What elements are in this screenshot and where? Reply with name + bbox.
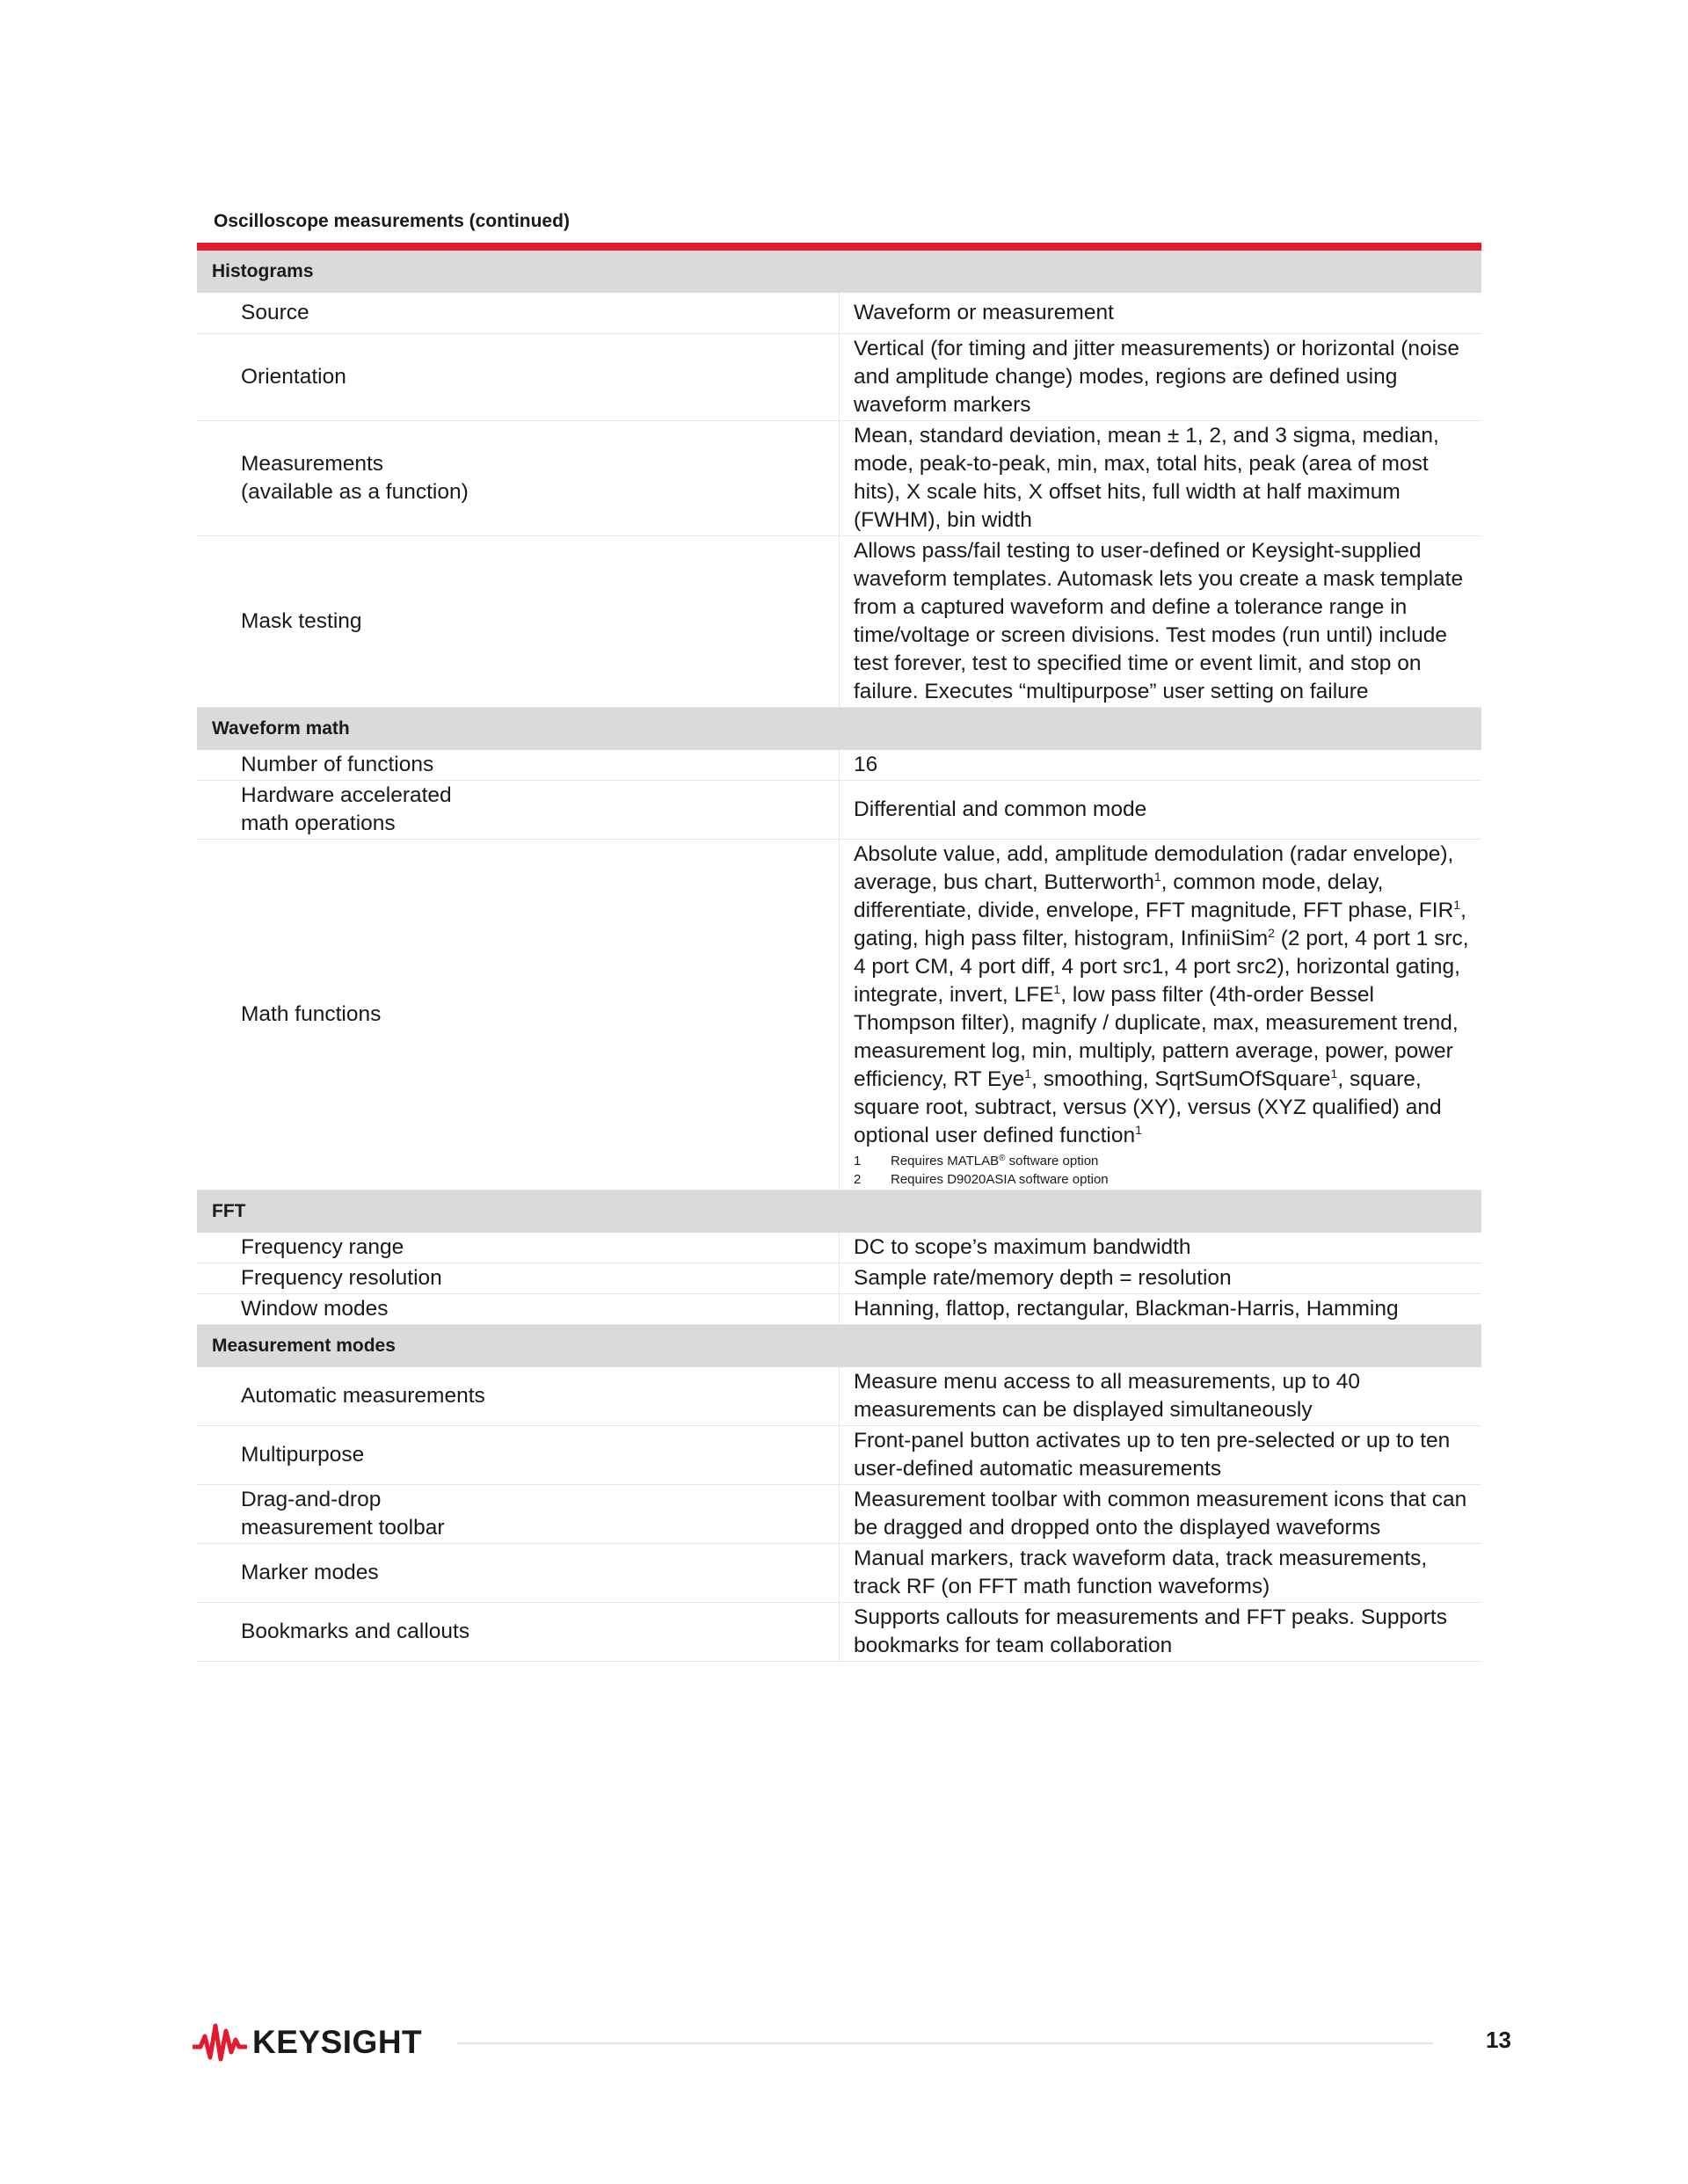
row-value: Manual markers, track waveform data, track measurements, track RF (on FFT math function waveforms) [840,1543,1482,1602]
page-number: 13 [1486,2027,1511,2053]
math-text-part: (2 port, 4 port 1 src, 4 port CM, 4 port diff, 4 port src1, 4 port src2), horizontal gating, integrate, invert, LFE [854,926,1469,1007]
footnote-marker: 1 [1135,1122,1142,1137]
section-header-measurement-modes [197,1324,1481,1367]
table-row [197,1263,1481,1293]
footer-divider [457,2042,1433,2044]
row-label: Measurements (available as a function) [197,420,840,535]
footnote-marker: 2 [1268,925,1275,940]
row-value: Vertical (for timing and jitter measurements) or horizontal (noise and amplitude change) modes, regions are defined using waveform markers [840,333,1482,420]
row-value: Measurement toolbar with common measurement icons that can be dragged and dropped onto the displayed waveforms [840,1484,1482,1543]
footnote [854,1170,1473,1189]
footnote-marker: 1 [1453,897,1461,912]
table-row [197,750,1481,781]
row-value: Differential and common mode [840,780,1482,839]
math-text-part: , square, square root, subtract, versus (XY), versus (XYZ qualified) and optional user defined function [854,1067,1442,1147]
keysight-wave-icon [193,2022,247,2063]
table-row [197,1367,1481,1426]
keysight-logo[interactable] [193,2022,422,2063]
footnote-marker: 1 [1053,981,1061,996]
section-header-fft [197,1190,1481,1233]
section-header-waveform-math [197,707,1481,750]
section-title: Measurement modes [197,1324,1481,1367]
table-row [197,1602,1481,1661]
table-row [197,293,1481,333]
row-value: Allows pass/fail testing to user-defined or Keysight-supplied waveform templates. Automask lets you create a mask template from a captured waveform and define a tolerance range in time/voltage or screen divisions. Test modes (run until) include test forever, test to specified time or event limit, and stop on failure. Executes “multipurpose” user setting on failure [840,535,1482,707]
table-row [197,780,1481,839]
row-value: Front-panel button activates up to ten pre-selected or up to ten user-defined automatic measurements [840,1425,1482,1484]
table-row [197,420,1481,535]
table-row [197,333,1481,420]
table-row [197,1425,1481,1484]
table-row [197,1543,1481,1602]
row-label: Number of functions [197,750,840,781]
spec-table-container [197,243,1481,1662]
section-header-histograms [197,251,1481,293]
section-title: Histograms [197,251,1481,293]
footnote [854,1152,1473,1170]
table-row-math-functions [197,839,1481,1190]
row-label: Math functions [197,839,840,1190]
page-heading: Oscilloscope measurements (continued) [214,211,570,231]
row-label: Drag-and-drop measurement toolbar [197,1484,840,1543]
row-value: DC to scope’s maximum bandwidth [840,1233,1482,1263]
row-value [840,839,1482,1190]
table-row [197,535,1481,707]
footnote-text: Requires MATLAB® software option [891,1153,1099,1168]
math-text-part: , low pass filter (4th-order Bessel Thompson filter), magnify / duplicate, max, measurement trend, measurement log, min, multiply, pattern average, power, power efficiency, RT Eye [854,982,1459,1091]
footnote-marker: 1 [1153,869,1161,884]
table-row [197,1484,1481,1543]
footnotes [854,1152,1473,1189]
row-label: Source [197,293,840,333]
section-title: FFT [197,1190,1481,1233]
row-label: Orientation [197,333,840,420]
footnote-marker: 1 [1330,1066,1338,1081]
footnote-marker: 1 [1024,1066,1032,1081]
spec-table [197,251,1481,1662]
row-value: Hanning, flattop, rectangular, Blackman-Harris, Hamming [840,1293,1482,1324]
row-label: Window modes [197,1293,840,1324]
row-label: Marker modes [197,1543,840,1602]
row-label: Multipurpose [197,1425,840,1484]
math-functions-text [854,841,1473,1150]
row-label: Automatic measurements [197,1367,840,1426]
math-text-part: , smoothing, SqrtSumOfSquare [1031,1067,1331,1091]
math-text-part: , common mode, delay, differentiate, divide, envelope, FFT magnitude, FFT phase, FIR [854,870,1454,922]
row-label: Frequency resolution [197,1263,840,1293]
row-label: Frequency range [197,1233,840,1263]
math-text-part: , gating, high pass filter, histogram, InfiniiSim [854,898,1466,950]
table-row [197,1233,1481,1263]
math-text-part: Absolute value, add, amplitude demodulation (radar envelope), average, bus chart, Butterworth [854,841,1454,894]
footnote-number: 1 [854,1153,862,1168]
table-row [197,1293,1481,1324]
red-accent-rule [197,243,1481,251]
row-value: Mean, standard deviation, mean ± 1, 2, and 3 sigma, median, mode, peak-to-peak, min, max, total hits, peak (area of most hits), X scale hits, X offset hits, full width at half maximum (FWHM), bin width [840,420,1482,535]
row-value: Supports callouts for measurements and FFT peaks. Supports bookmarks for team collaboration [840,1602,1482,1661]
brand-name: KEYSIGHT [252,2024,423,2060]
row-value: Sample rate/memory depth = resolution [840,1263,1482,1293]
row-value: 16 [840,750,1482,781]
footnote-text: Requires D9020ASIA software option [891,1171,1109,1187]
row-value: Measure menu access to all measurements, up to 40 measurements can be displayed simultaneously [840,1367,1482,1426]
row-label: Mask testing [197,535,840,707]
section-title: Waveform math [197,707,1481,750]
row-label: Bookmarks and callouts [197,1602,840,1661]
row-value: Waveform or measurement [840,293,1482,333]
footnote-number: 2 [854,1171,862,1187]
row-label: Hardware accelerated math operations [197,780,840,839]
